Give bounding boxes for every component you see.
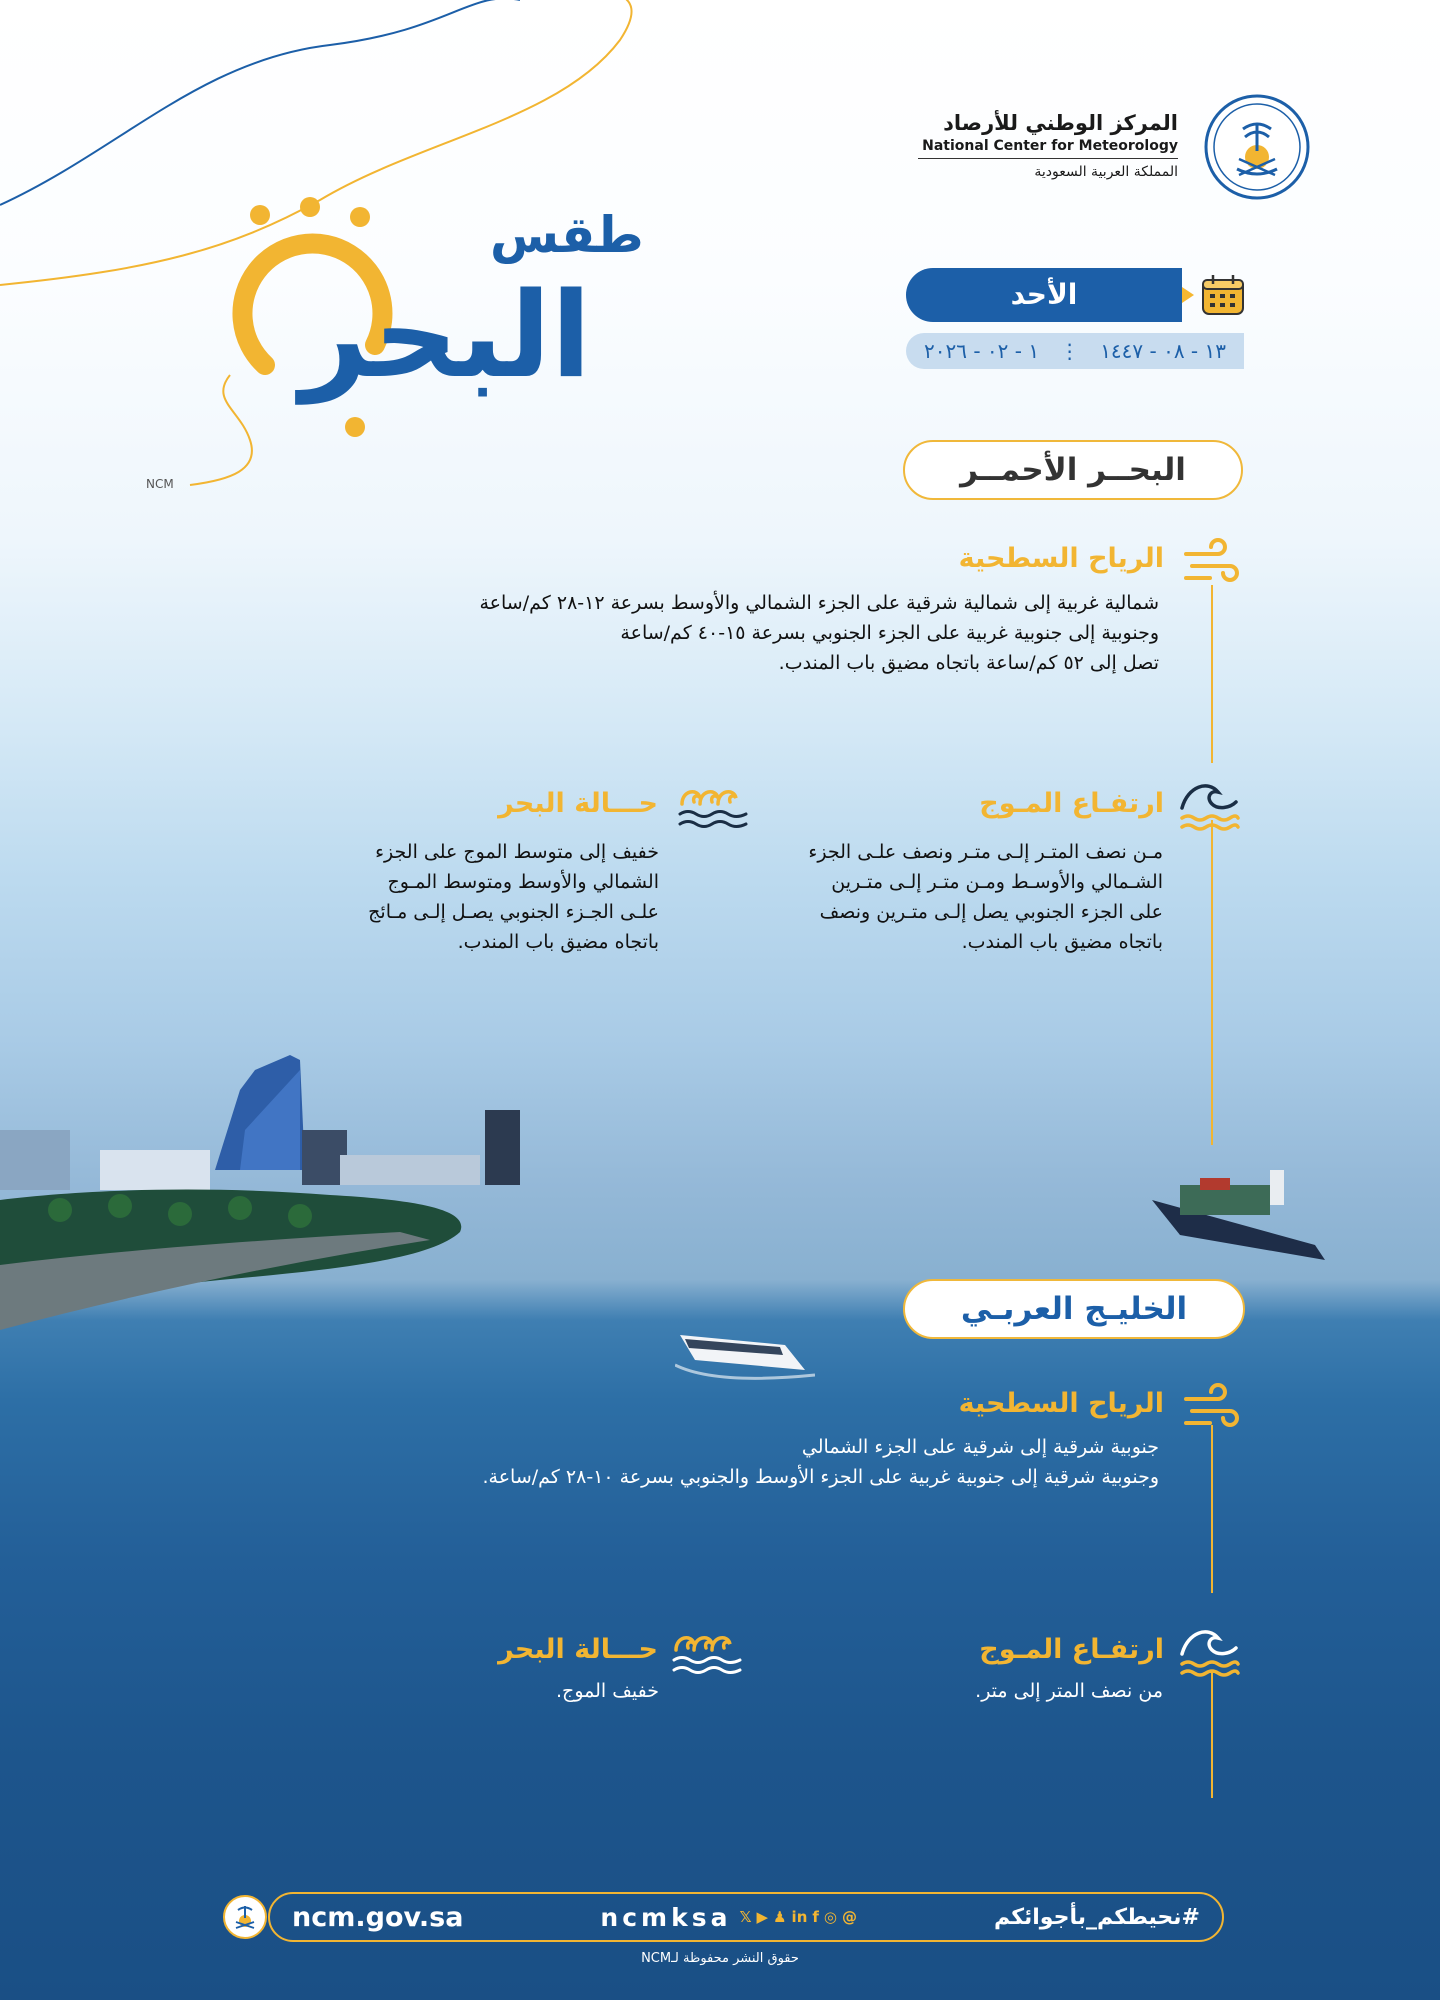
org-name-arabic: المركز الوطني للأرصاد — [943, 111, 1178, 135]
gulf-winds-heading: الرياح السطحية — [958, 1388, 1164, 1419]
youtube-icon[interactable]: ▶ — [756, 1908, 769, 1926]
organization-name-block — [918, 110, 1178, 182]
ferry-boat-image — [675, 1315, 815, 1385]
arabian-gulf-badge: الخليـج العربـي — [903, 1279, 1245, 1339]
facebook-icon[interactable]: f — [812, 1908, 819, 1926]
timeline-line — [1211, 1670, 1213, 1798]
red-sea-sea-state-line: خفيف إلى متوسط الموج على الجزء — [375, 841, 659, 863]
gregorian-date: ١ - ٠٢ - ٢٠٢٦ — [924, 339, 1040, 363]
ncm-emblem-icon — [1203, 93, 1311, 201]
timeline-line — [1211, 820, 1213, 1145]
timeline-line — [1211, 1425, 1213, 1593]
red-sea-wave-height-heading: ارتفـاع المـوج — [979, 788, 1164, 819]
date-bar — [906, 333, 1244, 369]
day-arrow — [1182, 287, 1194, 303]
wave-height-icon — [1178, 1618, 1240, 1680]
red-sea-wave-height-line: مـن نصف المتـر إلـى متـر ونصف علـى الجزء — [808, 841, 1163, 863]
social-handle[interactable]: ncmksa — [600, 1902, 732, 1932]
social-group — [600, 1903, 857, 1932]
gulf-sea-state-heading: حـــالة البحر — [498, 1634, 658, 1665]
x-icon[interactable]: 𝕏 — [739, 1908, 752, 1926]
wind-icon — [1182, 530, 1244, 592]
footer-emblem-icon — [222, 1894, 268, 1940]
red-sea-wave-height-line: باتجاه مضيق باب المندب. — [961, 931, 1163, 953]
gulf-wave-height-heading: ارتفـاع المـوج — [979, 1634, 1164, 1665]
red-sea-wave-height-line: على الجزء الجنوبي يصل إلـى متـرين ونصف — [819, 901, 1163, 923]
sea-state-icon — [670, 1618, 744, 1680]
wave-height-icon — [1178, 772, 1240, 834]
org-name-english: National Center for Meteorology — [918, 136, 1178, 159]
red-sea-wave-height-line: الشـمالي والأوسـط ومـن متـر إلـى متـرين — [831, 871, 1163, 893]
red-sea-winds-text — [339, 588, 1159, 678]
gulf-sea-state-text: خفيف الموج. — [556, 1680, 659, 1702]
coastline-city-image — [0, 970, 640, 1370]
gulf-wave-height-text: من نصف المتر إلى متر. — [975, 1680, 1163, 1702]
red-sea-sea-state-heading: حـــالة البحر — [498, 788, 658, 819]
instagram-icon[interactable]: ◎ — [823, 1908, 837, 1926]
hijri-date: ١٣ - ٠٨ - ١٤٤٧ — [1100, 339, 1226, 363]
linkedin-icon[interactable]: in — [791, 1908, 808, 1926]
website-link[interactable]: ncm.gov.sa — [292, 1901, 464, 1933]
day-label: الأحد — [906, 268, 1182, 322]
red-sea-winds-line: وجنوبية إلى جنوبية غربية على الجزء الجنوبي بسرعة ١٥-٤٠ كم/ساعة — [620, 622, 1159, 644]
red-sea-winds-line: تصل إلى ٥٢ كم/ساعة باتجاه مضيق باب المندب. — [778, 652, 1159, 674]
hashtag[interactable]: #نحيطكم_بأجوائكم — [993, 1904, 1200, 1930]
calendar-icon — [1200, 272, 1246, 318]
timeline-line — [1211, 585, 1213, 763]
snapchat-icon[interactable]: ♟ — [773, 1908, 787, 1926]
red-sea-winds-heading: الرياح السطحية — [958, 543, 1164, 574]
red-sea-sea-state-line: علـى الجـزء الجنوبي يصـل إلـى مـائج — [368, 901, 659, 923]
red-sea-sea-state-line: الشمالي والأوسط ومتوسط المـوج — [387, 871, 659, 893]
footer-bar — [268, 1892, 1224, 1942]
red-sea-sea-state-line: باتجاه مضيق باب المندب. — [457, 931, 659, 953]
gulf-winds-line: جنوبية شرقية إلى شرقية على الجزء الشمالي — [801, 1436, 1159, 1458]
cargo-ship-image — [1140, 1160, 1340, 1280]
title-big: البحر — [300, 266, 592, 404]
date-separator: ⋮ — [1059, 339, 1080, 363]
red-sea-badge: البحــر الأحمــر — [903, 440, 1243, 500]
social-icons — [739, 1908, 857, 1926]
sea-state-icon — [676, 772, 750, 834]
wind-icon — [1182, 1375, 1244, 1437]
gulf-winds-line: وجنوبية شرقية إلى جنوبية غربية على الجزء الأوسط والجنوبي بسرعة ١٠-٢٨ كم/ساعة. — [482, 1466, 1159, 1488]
threads-icon[interactable]: @ — [842, 1908, 857, 1926]
red-sea-winds-line: شمالية غربية إلى شمالية شرقية على الجزء الشمالي والأوسط بسرعة ١٢-٢٨ كم/ساعة — [479, 592, 1159, 614]
title-small: طقس — [490, 206, 644, 264]
ncm-tag: NCM — [146, 477, 174, 491]
gulf-winds-text — [339, 1432, 1159, 1492]
red-sea-sea-state-text — [299, 837, 659, 957]
copyright-notice: حقوق النشر محفوظة لـNCM — [641, 1951, 799, 1966]
kingdom-name: المملكة العربية السعودية — [1034, 164, 1178, 180]
red-sea-wave-height-text — [783, 837, 1163, 957]
